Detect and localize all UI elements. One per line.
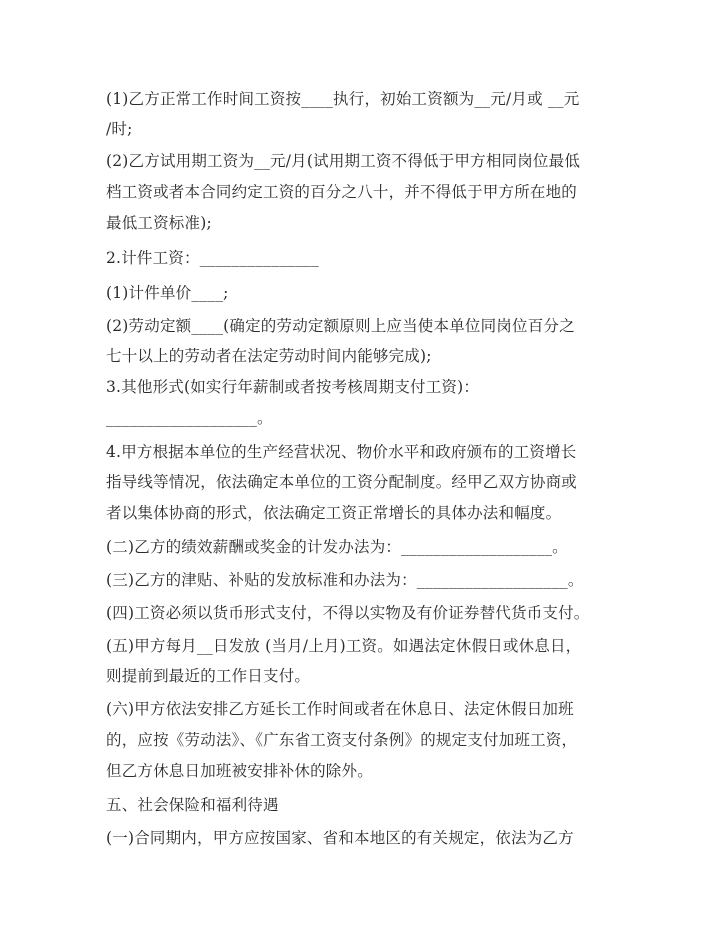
text-line: 4.甲方根据本单位的生产经营状况、物价水平和政府颁布的工资增长: [106, 443, 577, 461]
text-line: (五)甲方每月__日发放 (当月/上月)工资。如遇法定休假日或休息日，: [106, 637, 582, 655]
text-line: (2)劳动定额____(确定的劳动定额原则上应当使本单位同岗位百分之: [106, 317, 575, 335]
text-line: (2)乙方试用期工资为__元/月(试用期工资不得低于甲方相同岗位最低: [106, 152, 581, 170]
text-line: (三)乙方的津贴、补贴的发放标准和办法为：___________________。: [106, 571, 584, 589]
text-line: (二)乙方的绩效薪酬或奖金的计发办法为：___________________。: [106, 538, 568, 556]
text-line: 七十以上的劳动者在法定劳动时间内能够完成);: [106, 347, 432, 365]
text-line: 指导线等情况，依法确定本单位的工资分配制度。经甲乙双方协商或: [106, 473, 578, 491]
text-line: (1)计件单价____;: [106, 284, 229, 302]
text-line: (六)甲方依法安排乙方延长工作时间或者在休息日、法定休假日加班: [106, 700, 574, 718]
text-line: 者以集体协商的形式，依法确定工资正常增长的具体办法和幅度。: [106, 504, 562, 522]
text-line: /时;: [106, 120, 133, 138]
text-line: (1)乙方正常工作时间工资按____执行，初始工资额为__元/月或 __元: [106, 90, 580, 108]
text-line: ___________________。: [106, 409, 273, 427]
text-line: 档工资或者本合同约定工资的百分之八十，并不得低于甲方所在地的: [106, 183, 578, 201]
text-line: 3.其他形式(如实行年薪制或者按考核周期支付工资)：: [106, 378, 480, 396]
section-heading: 五、社会保险和福利待遇: [106, 796, 279, 814]
text-line: (四)工资必须以货币形式支付，不得以实物及有价证券替代货币支付。: [106, 604, 590, 622]
text-line: 最低工资标准);: [106, 214, 212, 232]
text-line: 但乙方休息日加班被安排补休的除外。: [106, 762, 373, 780]
text-line: 2.计件工资：_______________: [106, 249, 319, 267]
text-line: 则提前到最近的工作日支付。: [106, 667, 311, 685]
text-line: (一)合同期内，甲方应按国家、省和本地区的有关规定，依法为乙方: [106, 829, 574, 847]
text-line: 的，应按《劳动法》、《广东省工资支付条例》的规定支付加班工资，: [106, 731, 578, 749]
